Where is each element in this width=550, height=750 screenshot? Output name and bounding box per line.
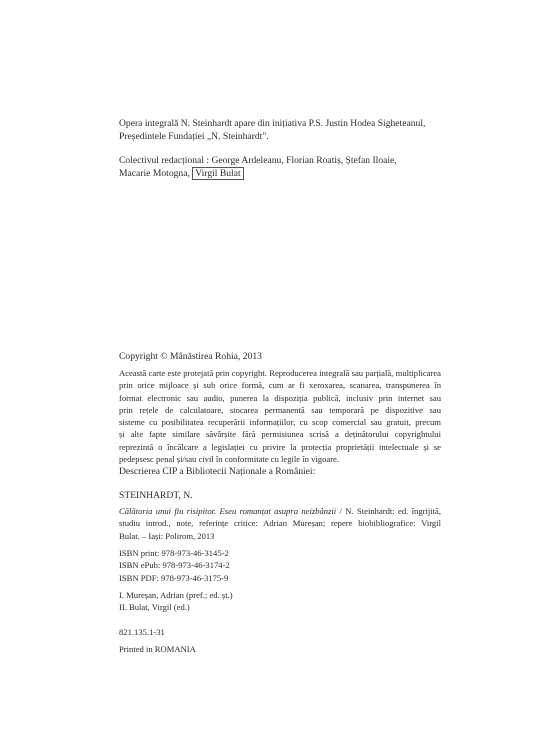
rights-line: prin rețele de calculatoare, stocarea permanentă sau temporară pe dispozitive sau <box>119 404 441 415</box>
isbn-list <box>119 547 441 584</box>
cip-author-text: STEINHARDT, N. <box>119 490 193 501</box>
rights-line: și alte fapte similare săvârșite fără permisiunea scrisă a deținătorului copyrightului <box>119 429 441 440</box>
copyright-notice <box>119 350 441 363</box>
editorial-team-line: Colectivul redacțional : George Ardeleanu, Florian Roatiș, Ștefan Iloaie, <box>119 155 397 166</box>
cip-description-line: studiu introd., note, referințe critice: Adrian Mureșan; repere biobibliografice: Virgil <box>119 518 441 529</box>
book-title: Călătoria unui fiu risipitor. Eseu romanțat asupra neizbânzii <box>119 506 337 516</box>
highlighted-name-box: Virgil Bulat <box>192 167 243 180</box>
printed-in-text: Printed in ROMANIA <box>119 644 196 654</box>
rights-line: sisteme cu posibilitatea recuperării informațiilor, cu scop comercial sau gratuit, precum <box>119 417 441 428</box>
classification-text: 821.135.1-31 <box>119 627 165 637</box>
cip-author <box>119 489 441 502</box>
rights-paragraph <box>119 367 441 465</box>
rights-line: prin orice mijloace și sub orice formă, cum ar fi xeroxarea, scanarea, transpunerea în <box>119 380 441 391</box>
cip-description-rest: / N. Steinhardt: ed. îngrijită, <box>336 506 441 516</box>
rights-line: format electronic sau audio, punerea la dispoziția publică, inclusiv prin internet sau <box>119 392 441 403</box>
isbn-line: ISBN print: 978-973-46-3145-2 <box>119 548 229 558</box>
index-entry: II. Bulat, Virgil (ed.) <box>119 602 190 613</box>
editorial-team-names: Macarie Motogna, <box>119 168 190 179</box>
index-entry: I. Mureșan, Adrian (pref.; ed. șt.) <box>119 590 233 600</box>
rights-line: reprezintă o încălcare a legislației cu privire la protecția proprietății intelectuale și se <box>119 441 441 452</box>
intro-paragraph <box>119 117 441 143</box>
isbn-line: ISBN PDF: 978-973-46-3175-9 <box>119 572 229 583</box>
editorial-team <box>119 154 441 180</box>
rights-line: pedepsesc penal și/sau civil în conformitate cu legile în vigoare. <box>119 454 340 465</box>
cip-description <box>119 505 441 542</box>
isbn-line: ISBN ePub: 978-973-46-3174-2 <box>119 560 230 571</box>
cip-description-line: Bulat. – Iași: Polirom, 2013 <box>119 530 215 541</box>
rights-line: Această carte este protejată prin copyright. Reproducerea integrală sau parțială, multiplicarea <box>119 368 441 378</box>
copyright-line: Copyright © Mânăstirea Rohia, 2013 <box>119 351 262 362</box>
editorial-team-line <box>119 167 441 180</box>
printed-in <box>119 643 441 655</box>
index-entries <box>119 589 441 614</box>
classification-code <box>119 626 441 638</box>
intro-line: Opera integrală N. Steinhardt apare din inițiativa P.S. Justin Hodea Sigheteanul, <box>119 118 426 129</box>
cip-description-line <box>119 505 441 517</box>
intro-line: Președintele Fundației „N. Steinhardt". <box>119 131 269 142</box>
cip-heading-text: Descrierea CIP a Bibliotecii Naționale a României: <box>119 466 316 477</box>
cip-heading <box>119 465 441 478</box>
